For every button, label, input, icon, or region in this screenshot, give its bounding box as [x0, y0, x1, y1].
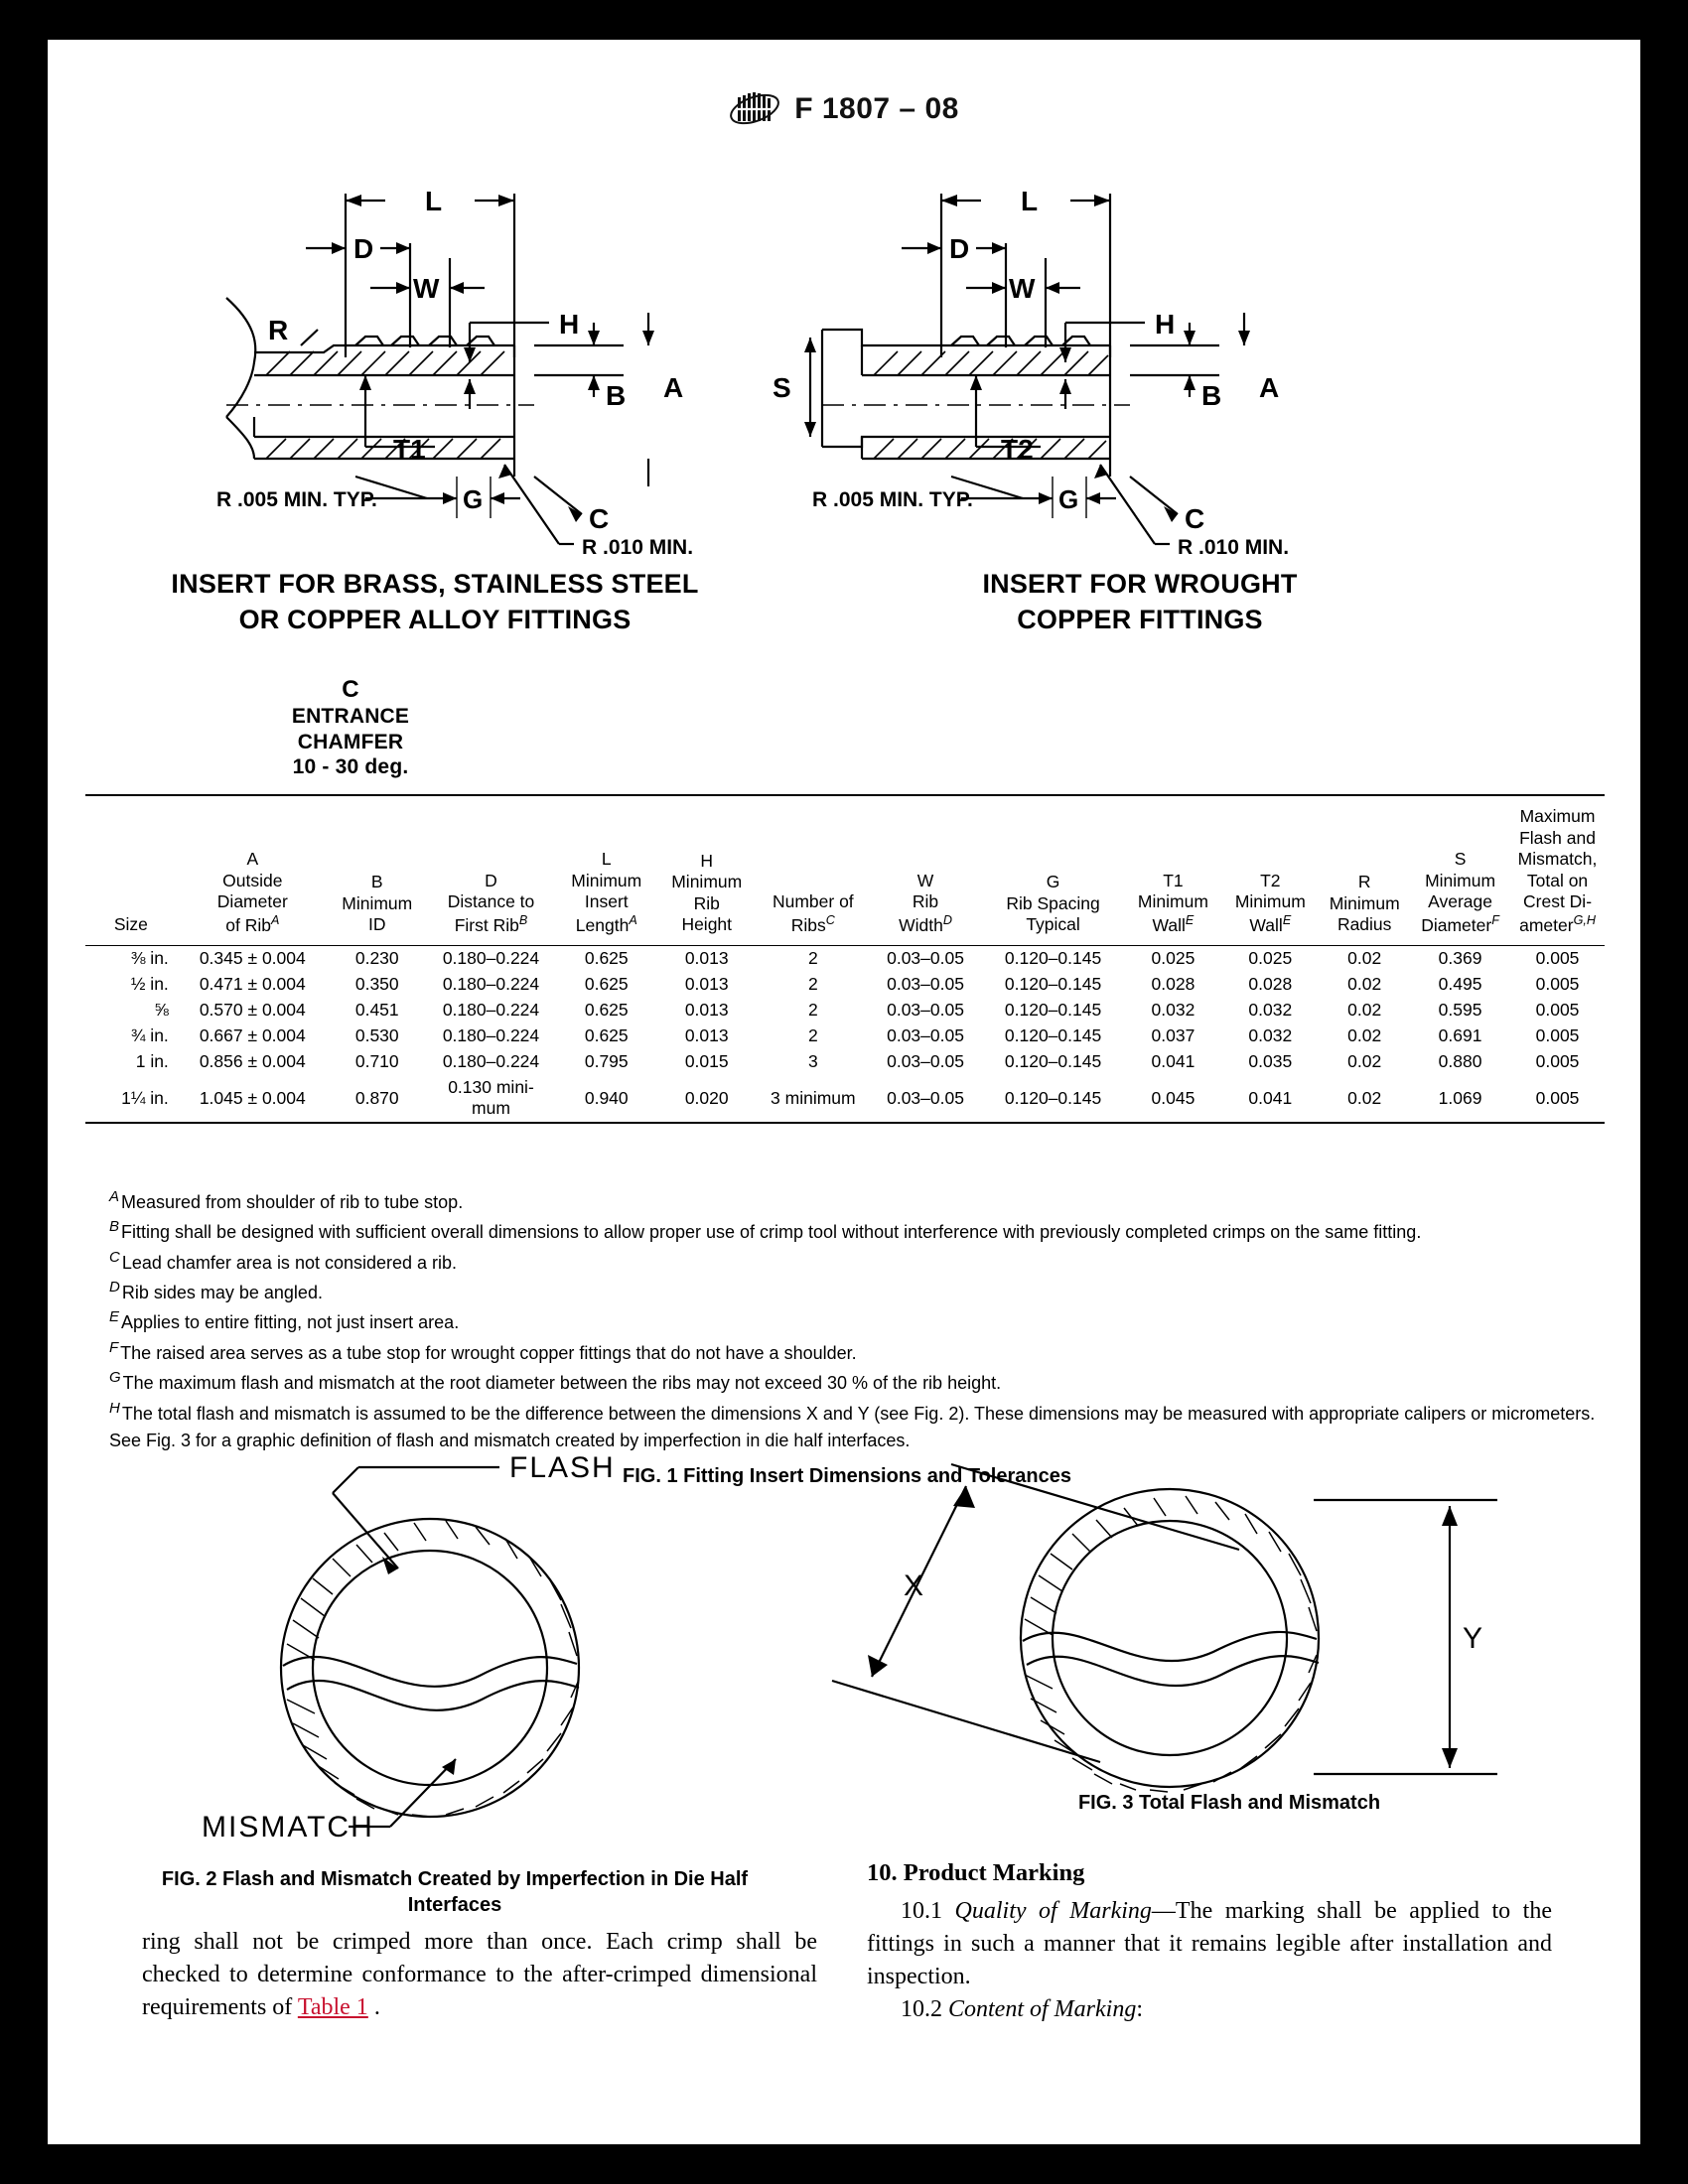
label-L: L [1021, 186, 1039, 216]
cell-value: 0.625 [584, 1000, 629, 1021]
clause-10-1-text: —The marking shall be applied to the fittings in such a manner that it remains legible after installation and inspection. [867, 1897, 1552, 1990]
footnote-D [109, 1277, 1607, 1306]
cell-value: 0.625 [584, 1025, 629, 1046]
clause-10-2-text: : [1136, 1996, 1143, 2023]
label-mismatch: MISMATCH [202, 1811, 374, 1843]
footnote-G [109, 1367, 1607, 1397]
table-col-header-7: Number of Ribs$^C$ [772, 891, 854, 935]
insert-brass-drawing [207, 149, 822, 566]
cell-value: 0.180–0.224 [442, 948, 540, 969]
label-L: L [425, 186, 443, 216]
label-R: R [268, 315, 289, 345]
figure-3-drawing [842, 1434, 1597, 1832]
label-T2: T2 [1001, 434, 1034, 465]
crimp-text-end: . [367, 1994, 380, 2021]
cell-value: 0.870 [354, 1087, 399, 1108]
paragraph-crimp [142, 1926, 817, 2024]
footnote-B [109, 1216, 1607, 1246]
figure-1-caption: FIG. 1 Fitting Insert Dimensions and Tolerances [623, 1465, 1071, 1488]
footnote-marker: A [109, 1188, 120, 1205]
cell-value: 0.530 [354, 1025, 399, 1046]
cell-value: 0.130 mini- mum [448, 1077, 534, 1119]
cell-value: 0.032 [1248, 1025, 1293, 1046]
cell-value: 0.940 [584, 1087, 629, 1108]
cell-value: 0.595 [1438, 1000, 1482, 1021]
cell-value: 0.013 [684, 948, 729, 969]
cell-value: 0.035 [1248, 1051, 1293, 1072]
clause-10-1-title: Quality of Marking [954, 1897, 1152, 1924]
clause-10-1 [867, 1895, 1552, 1993]
cell-value: 0.880 [1438, 1051, 1482, 1072]
clause-10-1-number: 10.1 [901, 1897, 942, 1924]
cell-value: 0.025 [1151, 948, 1196, 969]
label-W: W [1009, 273, 1036, 304]
cell-value: 0.028 [1151, 974, 1196, 995]
label-B: B [606, 380, 627, 411]
cell-value: 0.230 [354, 948, 399, 969]
cell-value: 0.120–0.145 [1004, 1025, 1102, 1046]
cell-value: 0.570 ± 0.004 [199, 1000, 306, 1021]
cell-value: 0.041 [1248, 1087, 1293, 1108]
section-10-heading: 10. Product Marking [867, 1859, 1085, 1886]
label-C: C [589, 503, 610, 534]
cell-value: 0.120–0.145 [1004, 1087, 1102, 1108]
figure-1-drawings [48, 149, 1640, 566]
cell-size: 1¼ in. [121, 1087, 169, 1108]
footnote-marker: D [109, 1279, 120, 1297]
cell-value: 0.120–0.145 [1004, 948, 1102, 969]
table-row [85, 972, 1605, 998]
table-1-link[interactable]: Table 1 [297, 1994, 368, 2021]
label-G: G [1058, 484, 1079, 514]
cell-value: 0.495 [1438, 974, 1482, 995]
cell-size: ⅜ in. [130, 948, 169, 969]
cell-size: ¾ in. [130, 1025, 169, 1046]
footnote-marker: B [109, 1218, 120, 1236]
footnote-marker: F [109, 1338, 119, 1356]
body-column-left [142, 1926, 817, 2024]
label-W: W [413, 273, 440, 304]
clause-10-2-number: 10.2 [901, 1996, 942, 2023]
table-row [85, 1075, 1605, 1122]
table-col-header-5: L Minimum Insert Length$^A$ [571, 849, 642, 935]
cell-value: 0.015 [684, 1051, 729, 1072]
label-r010-min: R .010 MIN. [1178, 536, 1290, 559]
label-x: X [904, 1570, 924, 1602]
cell-size: ⅝ [154, 1000, 169, 1021]
table-col-header-9: G Rib Spacing Typical [1006, 872, 1100, 935]
label-B: B [1201, 380, 1222, 411]
footnote-marker: E [109, 1308, 120, 1326]
cell-value: 0.032 [1151, 1000, 1196, 1021]
document-designation: F 1807 – 08 [794, 92, 959, 125]
table-col-header-4: D Distance to First Rib$^B$ [447, 870, 535, 935]
cell-value: 0.710 [354, 1051, 399, 1072]
cell-value: 0.02 [1347, 1025, 1382, 1046]
figure-2-caption-line2: Interfaces [407, 1894, 502, 1916]
cell-value: 0.625 [584, 948, 629, 969]
cell-value: 0.03–0.05 [887, 974, 964, 995]
cell-value: 0.180–0.224 [442, 974, 540, 995]
footnote-marker: C [109, 1248, 120, 1266]
cell-value: 0.120–0.145 [1004, 974, 1102, 995]
caption-wrought-line2: COPPER FITTINGS [1017, 605, 1263, 635]
entrance-chamfer-note [236, 675, 465, 780]
cell-size: ½ in. [130, 974, 169, 995]
cell-value: 0.345 ± 0.004 [199, 948, 306, 969]
figure-2-caption-line1: FIG. 2 Flash and Mismatch Created by Imperfection in Die Half [161, 1868, 749, 1890]
clause-10-2 [867, 1993, 1552, 2026]
cell-value: 3 [807, 1051, 818, 1072]
cell-value: 0.03–0.05 [887, 1025, 964, 1046]
footnote-text: Fitting shall be designed with sufficient overall dimensions to allow proper use of crimp tool without interference with previously completed crimps on the same fitting. [121, 1222, 1422, 1243]
cell-value: 0.037 [1151, 1025, 1196, 1046]
table-row [85, 946, 1605, 972]
cell-value: 0.180–0.224 [442, 1051, 540, 1072]
label-r005-min-typ: R .005 MIN. TYP. [216, 488, 377, 511]
cell-value: 0.691 [1438, 1025, 1482, 1046]
chamfer-label-c: C [342, 676, 359, 703]
cell-value: 2 [807, 948, 818, 969]
label-y: Y [1463, 1622, 1483, 1655]
label-D: D [949, 233, 970, 264]
astm-logo-icon [729, 87, 780, 131]
cell-value: 0.005 [1535, 974, 1580, 995]
footnote-marker: G [109, 1369, 121, 1387]
cell-value: 0.856 ± 0.004 [199, 1051, 306, 1072]
body-column-right [867, 1856, 1552, 2026]
footnote-A [109, 1186, 1607, 1216]
cell-value: 0.03–0.05 [887, 948, 964, 969]
caption-wrought-line1: INSERT FOR WROUGHT [982, 569, 1298, 599]
cell-value: 2 [807, 1025, 818, 1046]
cell-value: 0.045 [1151, 1087, 1196, 1108]
fitting-dimensions-table [85, 794, 1605, 1124]
cell-value: 0.028 [1248, 974, 1293, 995]
cell-value: 0.02 [1347, 1000, 1382, 1021]
table-col-header-11: T2 Minimum Wall$^E$ [1234, 870, 1306, 935]
table-header-row [85, 796, 1605, 945]
label-T1: T1 [393, 434, 426, 465]
cell-value: 0.032 [1248, 1000, 1293, 1021]
cell-value: 0.005 [1535, 1087, 1580, 1108]
cell-value: 0.02 [1347, 948, 1382, 969]
caption-brass-line2: OR COPPER ALLOY FITTINGS [238, 605, 632, 635]
cell-value: 0.471 ± 0.004 [199, 974, 306, 995]
chamfer-degrees: 10 - 30 deg. [292, 755, 409, 779]
cell-value: 0.795 [584, 1051, 629, 1072]
table-col-header-14: Maximum Flash and Mismatch, Total on Crest Di- ameter$^{G,H}$ [1517, 806, 1598, 935]
table-col-header-6: H Minimum Rib Height [671, 850, 743, 935]
cell-value: 0.625 [584, 974, 629, 995]
table-row [85, 1049, 1605, 1075]
label-A: A [1259, 372, 1280, 403]
cell-value: 0.180–0.224 [442, 1000, 540, 1021]
cell-value: 0.03–0.05 [887, 1087, 964, 1108]
footnote-text: The total flash and mismatch is assumed to be the difference between the dimensions X and Y (see Fig. 2). These dimensions may be measured with appropriate calipers or micrometers. See Fig. 3 for a graphic definition of flash and mismatch created by imperfection in die half interfaces. [109, 1403, 1596, 1450]
crimp-text: ring shall not be crimped more than once. Each crimp shall be checked to determine conformance to the after-crimped dimensional requirements of [142, 1929, 817, 2021]
label-H: H [1155, 309, 1176, 340]
footnote-text: Measured from shoulder of rib to tube stop. [121, 1192, 464, 1212]
footnote-text: Applies to entire fitting, not just insert area. [121, 1312, 460, 1333]
figure-3-caption: FIG. 3 Total Flash and Mismatch [1077, 1792, 1381, 1814]
label-r005-min-typ: R .005 MIN. TYP. [812, 488, 973, 511]
label-r010-min: R .010 MIN. [582, 536, 694, 559]
cell-value: 1.069 [1438, 1087, 1482, 1108]
chamfer-chamfer: CHAMFER [297, 730, 404, 753]
cell-value: 0.350 [354, 974, 399, 995]
table-col-header-2: A Outside Diameter of Rib$^A$ [216, 849, 288, 935]
footnote-text: The maximum flash and mismatch at the root diameter between the ribs may not exceed 30 % of the rib height. [122, 1373, 1002, 1394]
table-col-header-10: T1 Minimum Wall$^E$ [1137, 870, 1208, 935]
table-col-header-3: B Minimum ID [342, 872, 413, 935]
cell-value: 0.041 [1151, 1051, 1196, 1072]
cell-value: 0.005 [1535, 1000, 1580, 1021]
label-S: S [773, 372, 791, 403]
table-row [85, 998, 1605, 1024]
chamfer-entrance: ENTRANCE [291, 705, 410, 729]
cell-value: 0.005 [1535, 1051, 1580, 1072]
table-bottom-rule [85, 1122, 1605, 1124]
cell-value: 0.025 [1248, 948, 1293, 969]
cell-value: 0.013 [684, 974, 729, 995]
footnote-E [109, 1306, 1607, 1336]
cell-value: 0.02 [1347, 1051, 1382, 1072]
cell-value: 0.005 [1535, 948, 1580, 969]
label-A: A [663, 372, 684, 403]
footnote-text: Lead chamfer area is not considered a rib. [121, 1252, 458, 1273]
caption-insert-wrought [842, 566, 1438, 637]
cell-value: 0.451 [354, 1000, 399, 1021]
table-col-header-1: Size [113, 914, 148, 935]
caption-brass-line1: INSERT FOR BRASS, STAINLESS STEEL [171, 569, 699, 599]
footnote-text: Rib sides may be angled. [121, 1283, 323, 1303]
document-sheet [48, 40, 1640, 2144]
clause-10-2-title: Content of Marking [948, 1996, 1137, 2023]
cell-value: 0.180–0.224 [442, 1025, 540, 1046]
cell-value: 2 [807, 974, 818, 995]
insert-wrought-copper-drawing [773, 149, 1418, 566]
figure-2-caption [87, 1866, 822, 1918]
label-flash: FLASH [509, 1451, 616, 1484]
table-col-header-12: R Minimum Radius [1329, 872, 1400, 935]
cell-value: 0.120–0.145 [1004, 1000, 1102, 1021]
cell-value: 0.03–0.05 [887, 1000, 964, 1021]
table-row [85, 1024, 1605, 1049]
cell-value: 0.013 [684, 1000, 729, 1021]
document-header [48, 87, 1640, 131]
cell-value: 3 minimum [771, 1087, 856, 1108]
figure-2-drawing [102, 1420, 817, 1886]
cell-value: 0.667 ± 0.004 [199, 1025, 306, 1046]
label-G: G [463, 484, 484, 514]
label-D: D [353, 233, 374, 264]
cell-value: 0.369 [1438, 948, 1482, 969]
cell-value: 0.03–0.05 [887, 1051, 964, 1072]
cell-size: 1 in. [135, 1051, 169, 1072]
footnote-text: The raised area serves as a tube stop for wrought copper fittings that do not have a shoulder. [120, 1342, 857, 1363]
cell-value: 0.02 [1347, 1087, 1382, 1108]
cell-value: 0.020 [684, 1087, 729, 1108]
table-col-header-13: S Minimum Average Diameter$^F$ [1421, 849, 1499, 935]
cell-value: 0.02 [1347, 974, 1382, 995]
footnote-marker: H [109, 1399, 120, 1417]
cell-value: 0.013 [684, 1025, 729, 1046]
cell-value: 1.045 ± 0.004 [199, 1087, 306, 1108]
cell-value: 2 [807, 1000, 818, 1021]
cell-value: 0.120–0.145 [1004, 1051, 1102, 1072]
label-H: H [559, 309, 580, 340]
cell-value: 0.005 [1535, 1025, 1580, 1046]
label-C: C [1185, 503, 1205, 534]
caption-insert-brass [107, 566, 763, 637]
footnote-F [109, 1337, 1607, 1367]
table-col-header-8: W Rib Width$^D$ [899, 870, 952, 935]
footnote-C [109, 1247, 1607, 1277]
